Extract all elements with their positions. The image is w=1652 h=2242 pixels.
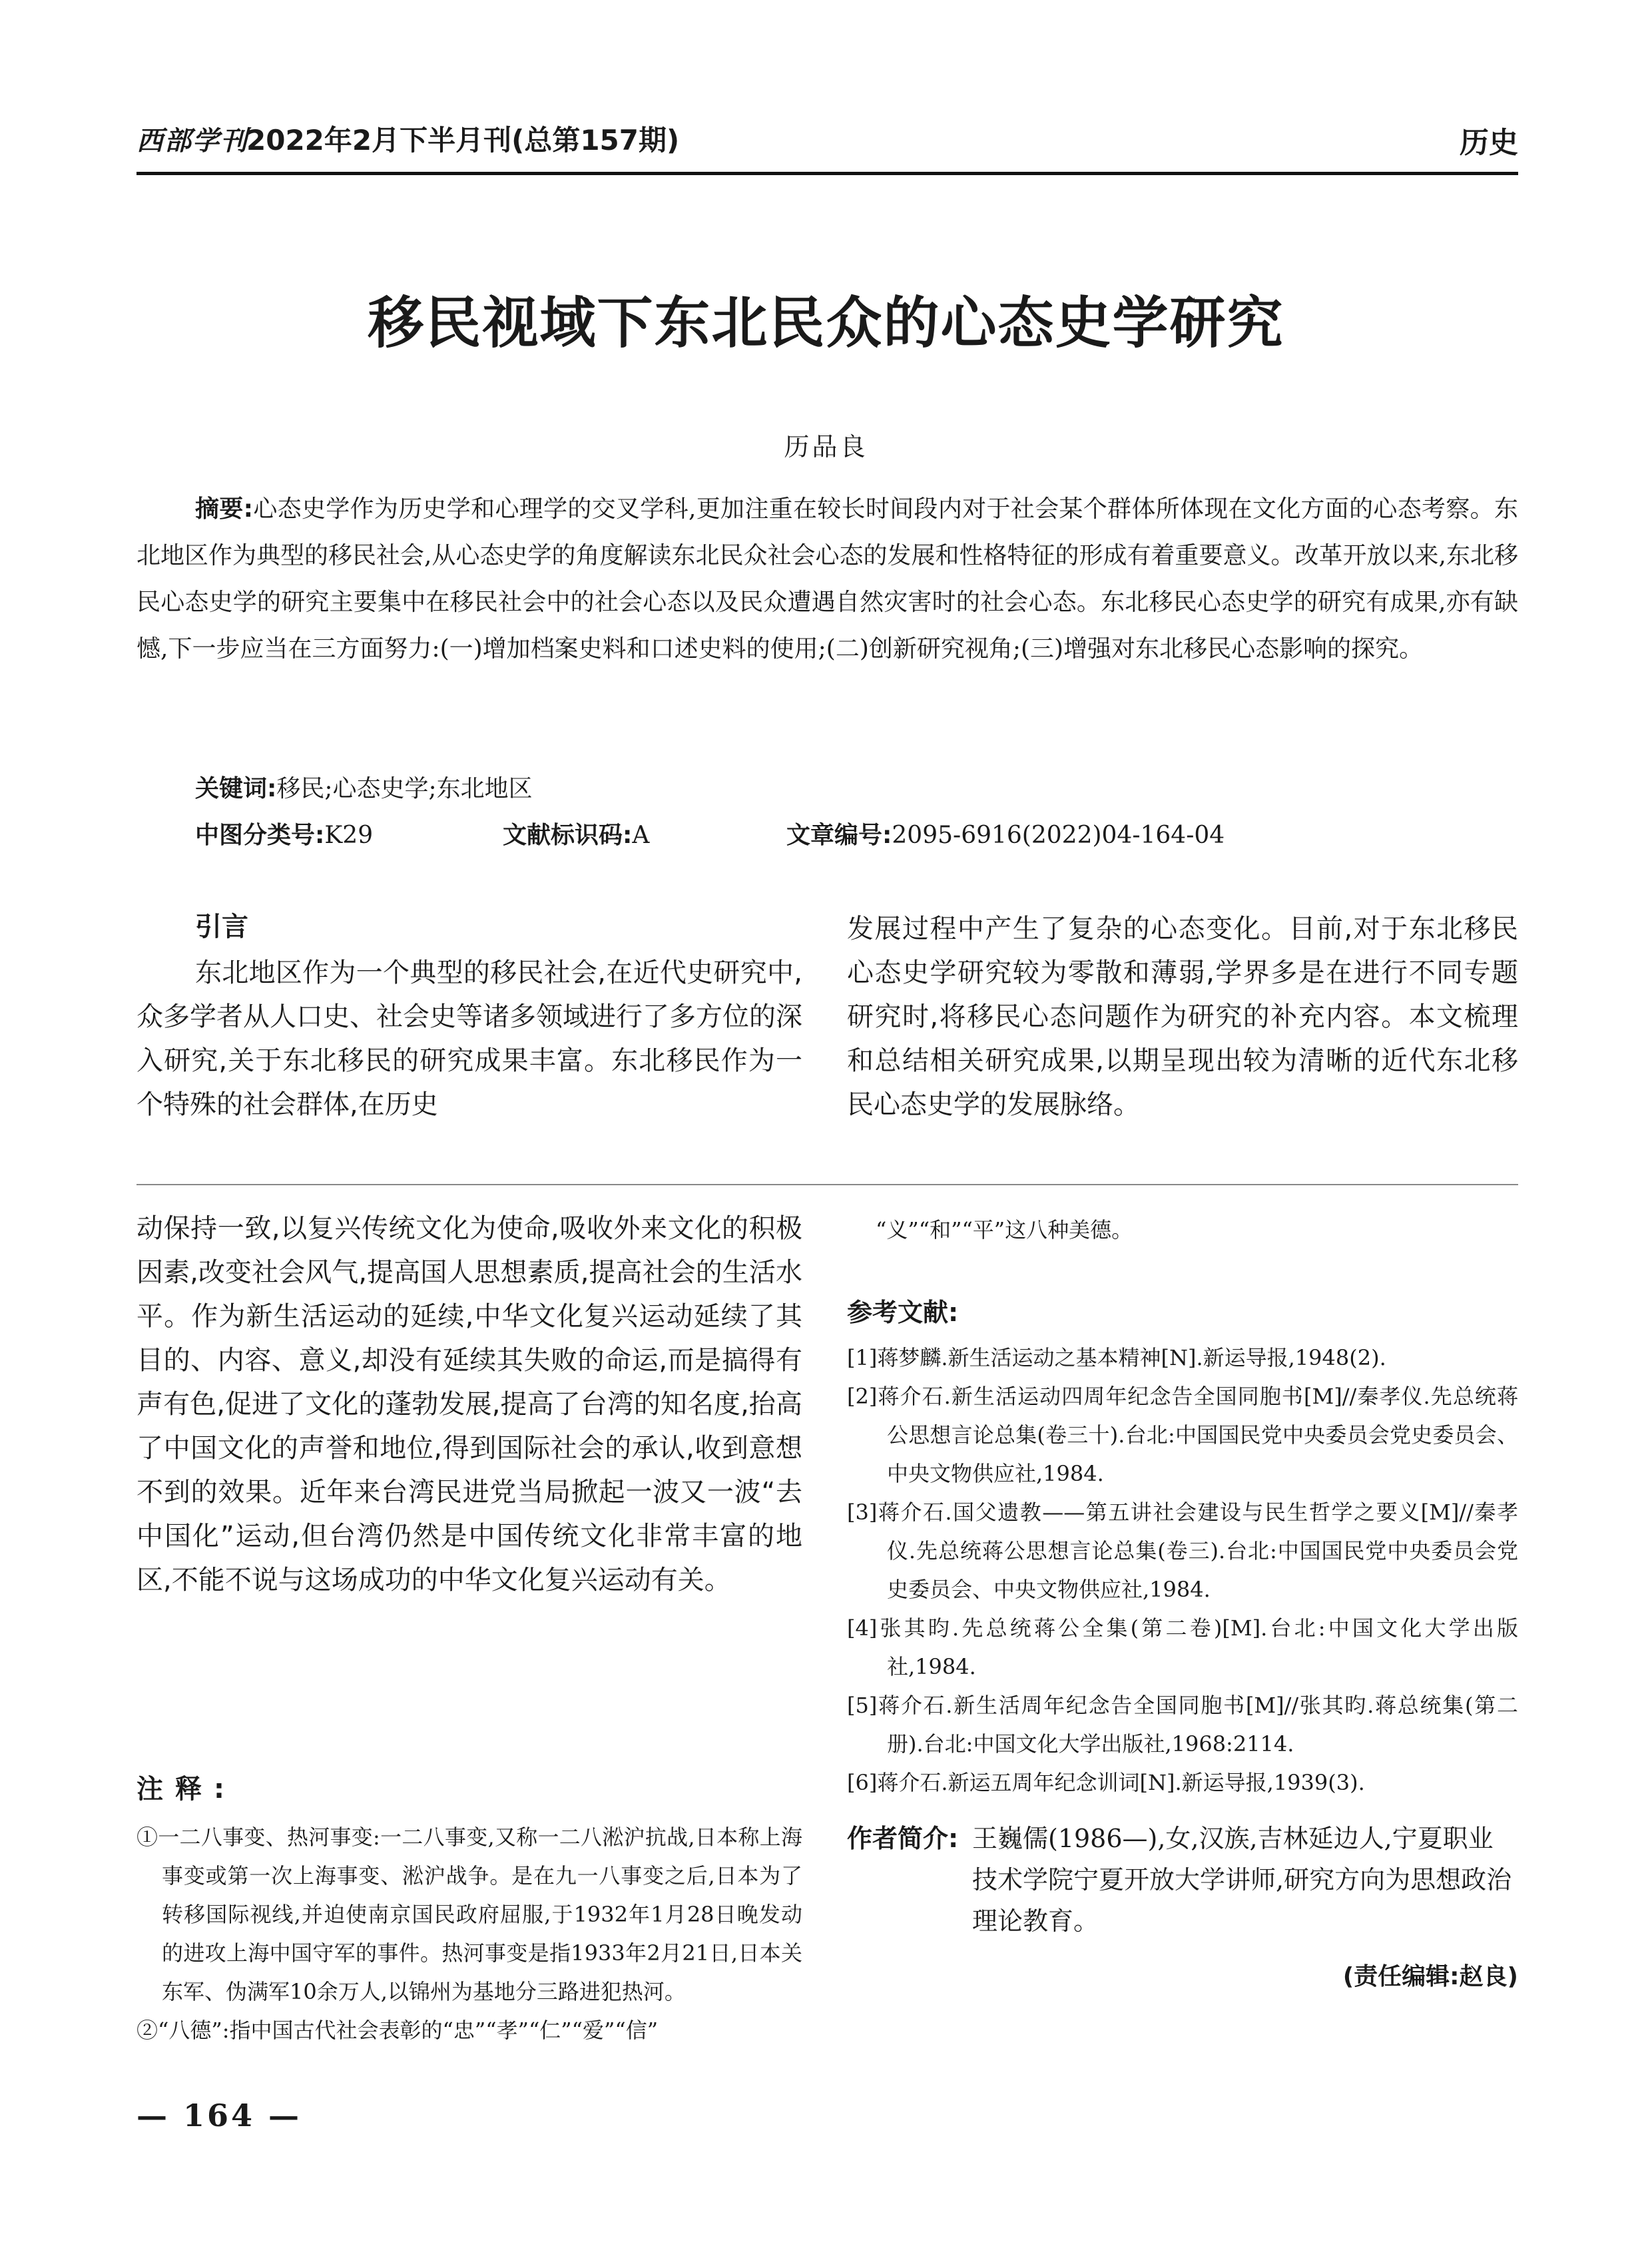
page-header (137, 119, 1518, 158)
header-rule (137, 172, 1518, 175)
author-name: 历品良 (784, 432, 868, 461)
issue-info: 2022年2月下半月刊(总第157期) (246, 124, 680, 156)
doc-code-value: A (632, 822, 650, 849)
intro-right-text: 发展过程中产生了复杂的心态变化。目前,对于东北移民心态史学研究较为零散和薄弱,学界多是在进行不同专题研究时,将移民心态问题作为研究的补充内容。本文梳理和总结相关研究成果,以期呈现出较为清晰的近代东北移民心态史学的发展脉络。 (847, 914, 1518, 1120)
article-number-value: 2095-6916(2022)04-164-04 (892, 822, 1225, 849)
doc-code-label: 文献标识码: (503, 822, 633, 849)
notes-list (137, 1818, 802, 2050)
journal-logo: 西部学刊 (137, 125, 248, 156)
continued-body-text: 动保持一致,以复兴传统文化为使命,吸收外来文化的积极因素,改变社会风气,提高国人思想素质,提高社会的生活水平。作为新生活运动的延续,中华文化复兴运动延续了其目的、内容、意义,却没有延续其失败的命运,而是搞得有声有色,促进了文化的蓬勃发展,提高了台湾的知名度,抬高了中国文化的声誉和地位,得到国际社会的承认,收到意想不到的效果。近年来台湾民进党当局掀起一波又一波“去中国化”运动,但台湾仍然是中国传统文化非常丰富的地区,不能不说与这场成功的中华文化复兴运动有关。 (137, 1213, 802, 1595)
reference-item: [6]蒋介石.新运五周年纪念训词[N].新运导报,1939(3). (847, 1770, 1365, 1795)
section-label: 历史 (1460, 126, 1518, 160)
intro-left-text: 东北地区作为一个典型的移民社会,在近代史研究中,众多学者从人口史、社会史等诸多领域进行了多方位的深入研究,关于东北移民的研究成果丰富。东北移民作为一个特殊的社会群体,在历史 (137, 958, 802, 1120)
keywords (195, 766, 533, 812)
reference-item: [4]张其昀.先总统蒋公全集(第二卷)[M].台北:中国文化大学出版社,1984. (847, 1615, 1518, 1679)
page-number: — 164 — (137, 2098, 302, 2133)
clc-label: 中图分类号: (195, 822, 325, 849)
author-bio-text: 王巍儒(1986—),女,汉族,吉林延边人,宁夏职业技术学院宁夏开放大学讲师,研究方向为思想政治理论教育。 (972, 1824, 1512, 1936)
note-item: ①一二八事变、热河事变:一二八事变,又称一二八淞沪抗战,日本称上海事变或第一次上海事变、淞沪战争。是在九一八事变之后,日本为了转移国际视线,并迫使南京国民政府屈服,于1932年1月28日晚发动的进攻上海中国守军的事件。热河事变是指1933年2月21日,日本关东军、伪满军10余万人,以锦州为基地分三路进犯热河。 (137, 1824, 802, 2004)
intro-left-column (137, 951, 802, 1127)
keywords-label: 关键词: (195, 775, 277, 802)
reference-item: [5]蒋介石.新生活周年纪念告全国同胞书[M]//张其昀.蒋总统集(第二册).台北:中国文化大学出版社,1968:2114. (847, 1693, 1518, 1757)
article-number-label: 文章编号: (786, 822, 892, 849)
intro-heading: 引言 (195, 912, 248, 942)
notes-heading: 注释: (137, 1774, 236, 1805)
note-continuation: “义”“和”“平”这八种美德。 (876, 1217, 1133, 1243)
author-bio-label: 作者简介: (847, 1824, 959, 1853)
abstract-label: 摘要: (195, 495, 254, 523)
responsible-editor: (责任编辑:赵良) (1342, 1963, 1518, 1990)
note-item: ②“八德”:指中国古代社会表彰的“忠”“孝”“仁”“爱”“信” (137, 2018, 659, 2043)
section-divider (137, 1184, 1518, 1185)
reference-item: [1]蒋梦麟.新生活运动之基本精神[N].新运导报,1948(2). (847, 1345, 1386, 1370)
article-title: 移民视域下东北民众的心态史学研究 (368, 290, 1284, 356)
references-list (847, 1338, 1518, 1802)
clc-value: K29 (324, 822, 374, 849)
intro-right-column (847, 907, 1518, 1127)
references-heading: 参考文献: (847, 1298, 959, 1327)
abstract (137, 486, 1518, 673)
abstract-text: 心态史学作为历史学和心理学的交叉学科,更加注重在较长时间段内对于社会某个群体所体现在文化方面的心态考察。东北地区作为典型的移民社会,从心态史学的角度解读东北民众社会心态的发展和性格特征的形成有着重要意义。改革开放以来,东北移民心态史学的研究主要集中在移民社会中的社会心态以及民众遭遇自然灾害时的社会心态。东北移民心态史学的研究有成果,亦有缺憾,下一步应当在三方面努力:(一)增加档案史料和口述史料的使用;(二)创新研究视角;(三)增强对东北移民心态影响的探究。 (137, 495, 1518, 663)
keywords-text: 移民;心态史学;东北地区 (276, 775, 533, 802)
reference-item: [2]蒋介石.新生活运动四周年纪念告全国同胞书[M]//秦孝仪.先总统蒋公思想言论总集(卷三十).台北:中国国民党中央委员会党史委员会、中央文物供应社,1984. (847, 1384, 1518, 1486)
reference-item: [3]蒋介石.国父遗教——第五讲社会建设与民生哲学之要义[M]//秦孝仪.先总统蒋公思想言论总集(卷三).台北:中国国民党中央委员会党史委员会、中央文物供应社,1984. (847, 1500, 1518, 1602)
